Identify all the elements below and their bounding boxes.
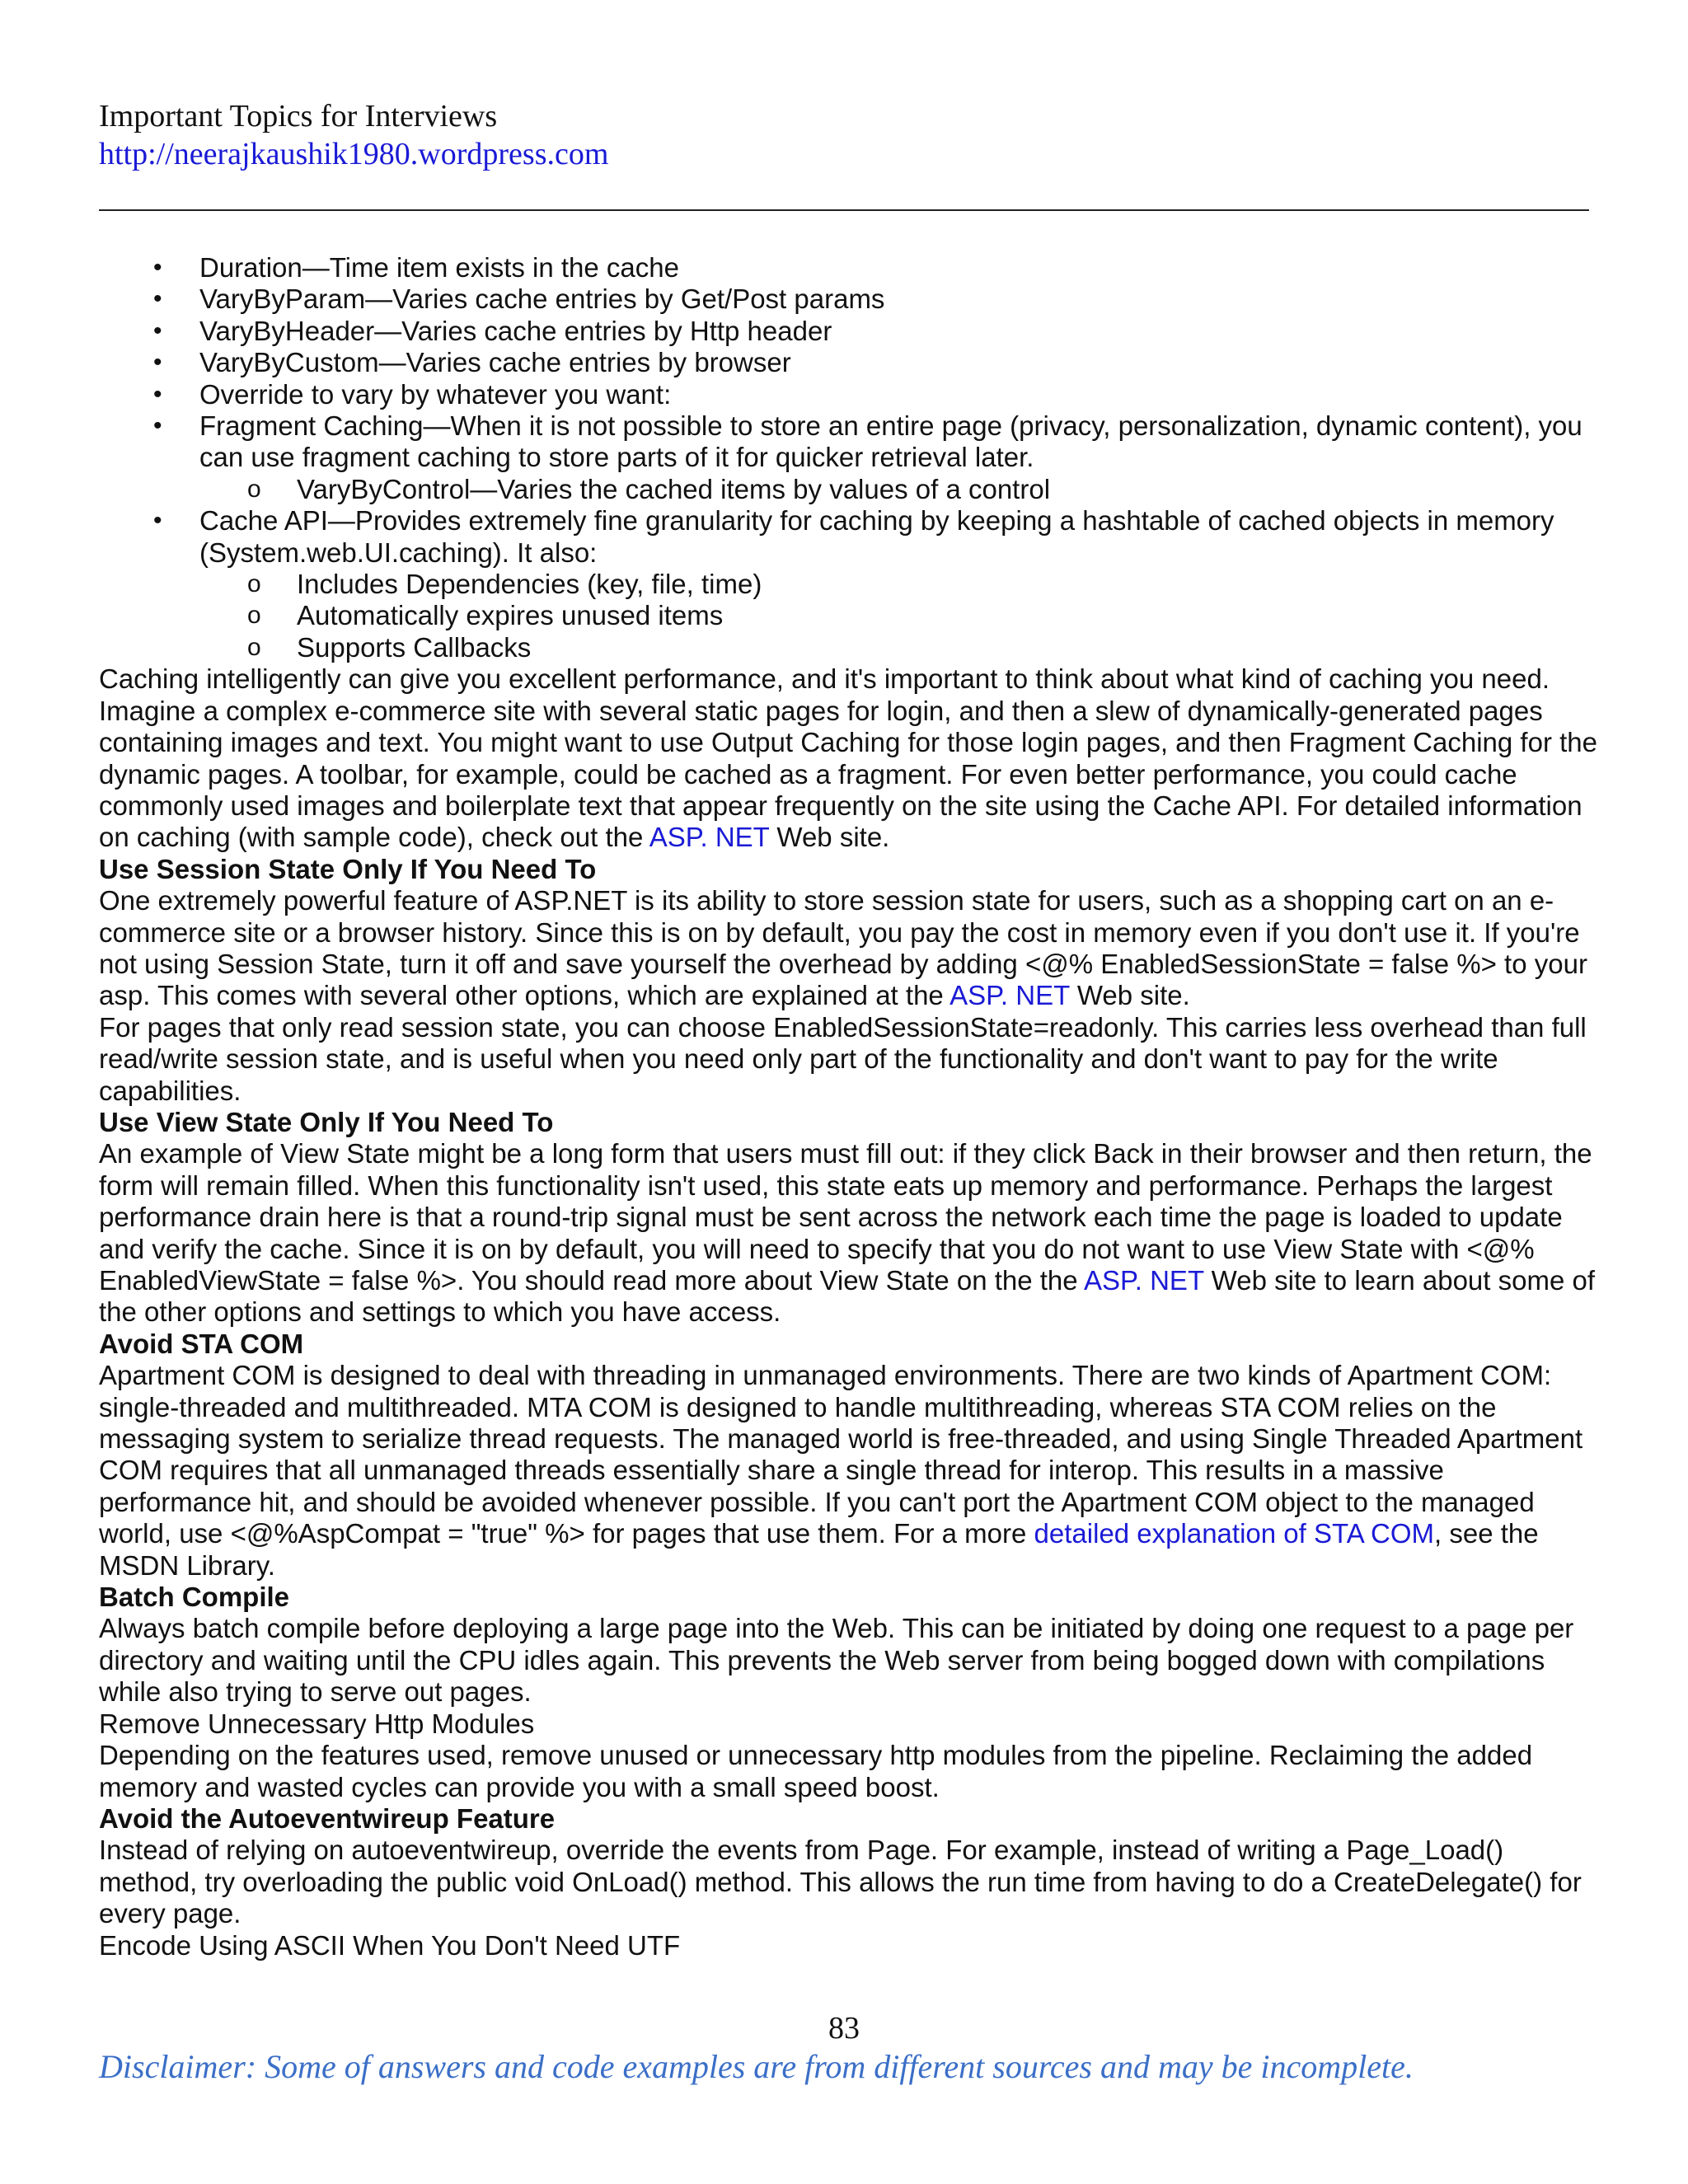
paragraph-text: , see the MSDN Library.: [99, 1518, 1539, 1581]
sub-list-item: [99, 632, 1599, 663]
list-item: [99, 505, 1599, 569]
paragraph-text: Web site to learn about some of the other options and settings to which you have access.: [99, 1265, 1596, 1328]
list-item-text: Cache API—Provides extremely fine granularity for caching by keeping a hashtable of cached objects in memory (System.web.UI.caching). It also:: [199, 505, 1554, 568]
bullet-icon: •: [153, 507, 162, 535]
autoeventwireup-paragraph: Instead of relying on autoeventwireup, override the events from Page. For example, instead of writing a Page_Load() method, try overloading the public void OnLoad() method. This allows the run time from having to do a CreateDelegate() for every page.: [99, 1835, 1582, 1929]
sta-com-link[interactable]: detailed explanation of STA COM: [1034, 1518, 1435, 1549]
batch-compile-paragraph: Always batch compile before deploying a large page into the Web. This can be initiated by doing one request to a page per directory and waiting until the CPU idles again. This prevents the Web server from being bogged down with compilations while also trying to serve out pages.: [99, 1613, 1574, 1708]
fragment-sublist: [99, 474, 1599, 505]
view-state-paragraph: [99, 1138, 1599, 1328]
session-state-paragraph: [99, 885, 1599, 1012]
sta-com-paragraph: [99, 1360, 1599, 1582]
list-item-text: Override to vary by whatever you want:: [199, 378, 672, 410]
list-item-text: VaryByHeader—Varies cache entries by Http header: [199, 315, 832, 346]
aspnet-link[interactable]: ASP. NET: [649, 822, 770, 853]
circle-bullet-icon: o: [247, 633, 261, 661]
bullet-icon: •: [153, 412, 162, 440]
list-item: [99, 379, 1599, 410]
caching-options-list: [99, 252, 1599, 474]
sta-com-heading: Avoid STA COM: [99, 1328, 304, 1359]
paragraph-text: Web site.: [1069, 980, 1190, 1011]
list-item: [99, 284, 1599, 315]
sub-list-item: [99, 569, 1599, 600]
list-item: [99, 316, 1599, 347]
batch-compile-heading: Batch Compile: [99, 1582, 290, 1613]
paragraph-text: Web site.: [769, 822, 890, 853]
paragraph-text: Caching intelligently can give you excellent performance, and it's important to think about what kind of caching you need. Imagine a complex e-commerce site with several static pages for login, and then a slew of dynamically-generated pages containing images and text. You might want to use Output Caching for those login pages, and then Fragment Caching for the dynamic pages. A toolbar, for example, could be cached as a fragment. For even better performance, you could cache commonly used images and boilerplate text that appear frequently on the site using the Cache API. For detailed information on caching (with sample code), check out the: [99, 663, 1597, 853]
caching-paragraph: [99, 663, 1599, 853]
list-item-text: Duration—Time item exists in the cache: [199, 252, 679, 283]
circle-bullet-icon: o: [247, 570, 261, 598]
header-divider: [99, 209, 1589, 211]
sub-list-item-text: VaryByControl—Varies the cached items by values of a control: [297, 473, 1051, 504]
aspnet-link[interactable]: ASP. NET: [950, 980, 1070, 1011]
circle-bullet-icon: o: [247, 602, 261, 630]
bullet-icon: •: [153, 380, 162, 408]
bullet-icon: •: [153, 349, 162, 377]
list-item-text: VaryByCustom—Varies cache entries by browser: [199, 347, 791, 378]
http-modules-heading: Remove Unnecessary Http Modules: [99, 1708, 535, 1739]
paragraph-text: One extremely powerful feature of ASP.NET is its ability to store session state for users, such as a shopping cart on an e-commerce site or a browser history. Since this is on by default, you pay the cost in memory even if you don't use it. If you're not using Session State, turn it off and save yourself the overhead by adding <@% EnabledSessionState = false %> to your asp. This comes with several other options, which are explained at the: [99, 885, 1587, 1011]
page-number: 83: [828, 2011, 860, 2046]
session-state-heading: Use Session State Only If You Need To: [99, 853, 597, 884]
list-item: [99, 252, 1599, 284]
list-item: [99, 410, 1599, 474]
header-url-link[interactable]: http://neerajkaushik1980.wordpress.com: [99, 137, 609, 171]
sub-list-item: [99, 474, 1599, 505]
bullet-icon: •: [153, 285, 162, 313]
list-item-text: Fragment Caching—When it is not possible to store an entire page (privacy, personalization, dynamic content), you can use fragment caching to store parts of it for quicker retrieval later.: [199, 410, 1582, 473]
paragraph-text: Apartment COM is designed to deal with threading in unmanaged environments. There are two kinds of Apartment COM: single-threaded and multithreaded. MTA COM is designed to handle multithreading, whereas STA COM relies on the messaging system to serialize thread requests. The managed world is free-threaded, and using Single Threaded Apartment COM requires that all unmanaged threads essentially share a single thread for interop. This results in a massive performance hit, and should be avoided whenever possible. If you can't port the Apartment COM object to the managed world, use <@%AspCompat = "true" %> for pages that use them. For a more: [99, 1360, 1583, 1549]
session-readonly-paragraph: For pages that only read session state, you can choose EnabledSessionState=readonly. This carries less overhead than full read/write session state, and is useful when you need only part of the functionality and don't want to pay for the write capabilities.: [99, 1011, 1587, 1106]
page-header: [99, 97, 608, 173]
sub-list-item-text: Supports Callbacks: [297, 631, 532, 663]
sub-list-item: [99, 600, 1599, 631]
encode-ascii-heading: Encode Using ASCII When You Don't Need UTF: [99, 1929, 681, 1961]
list-item: [99, 347, 1599, 378]
footer-disclaimer: Disclaimer: Some of answers and code examples are from different sources and may be incomplete.: [99, 2048, 1414, 2085]
page-content: [99, 252, 1599, 1961]
cache-api-sublist: [99, 569, 1599, 663]
sub-list-item-text: Includes Dependencies (key, file, time): [297, 569, 762, 600]
autoeventwireup-heading: Avoid the Autoeventwireup Feature: [99, 1802, 556, 1834]
bullet-icon: •: [153, 316, 162, 344]
circle-bullet-icon: o: [247, 475, 261, 503]
sub-list-item-text: Automatically expires unused items: [297, 600, 724, 631]
list-item-text: VaryByParam—Varies cache entries by Get/Post params: [199, 284, 885, 315]
aspnet-link[interactable]: ASP. NET: [1083, 1265, 1204, 1296]
cache-api-list: [99, 505, 1599, 569]
view-state-heading: Use View State Only If You Need To: [99, 1106, 554, 1137]
header-title: Important Topics for Interviews: [99, 99, 498, 134]
bullet-icon: •: [153, 254, 162, 281]
paragraph-text: An example of View State might be a long form that users must fill out: if they click Back in their browser and then return, the form will remain filled. When this functionality isn't used, this state eats up memory and performance. Perhaps the largest performance drain here is that a round-trip signal must be sent across the network each time the page is loaded to update and verify the cache. Since it is on by default, you will need to specify that you do not want to use View State with <@% EnabledViewState = false %>. You should read more about View State on the the: [99, 1138, 1592, 1296]
http-modules-paragraph: Depending on the features used, remove unused or unnecessary http modules from the pipeline. Reclaiming the added memory and wasted cycles can provide you with a small speed boost.: [99, 1740, 1533, 1802]
